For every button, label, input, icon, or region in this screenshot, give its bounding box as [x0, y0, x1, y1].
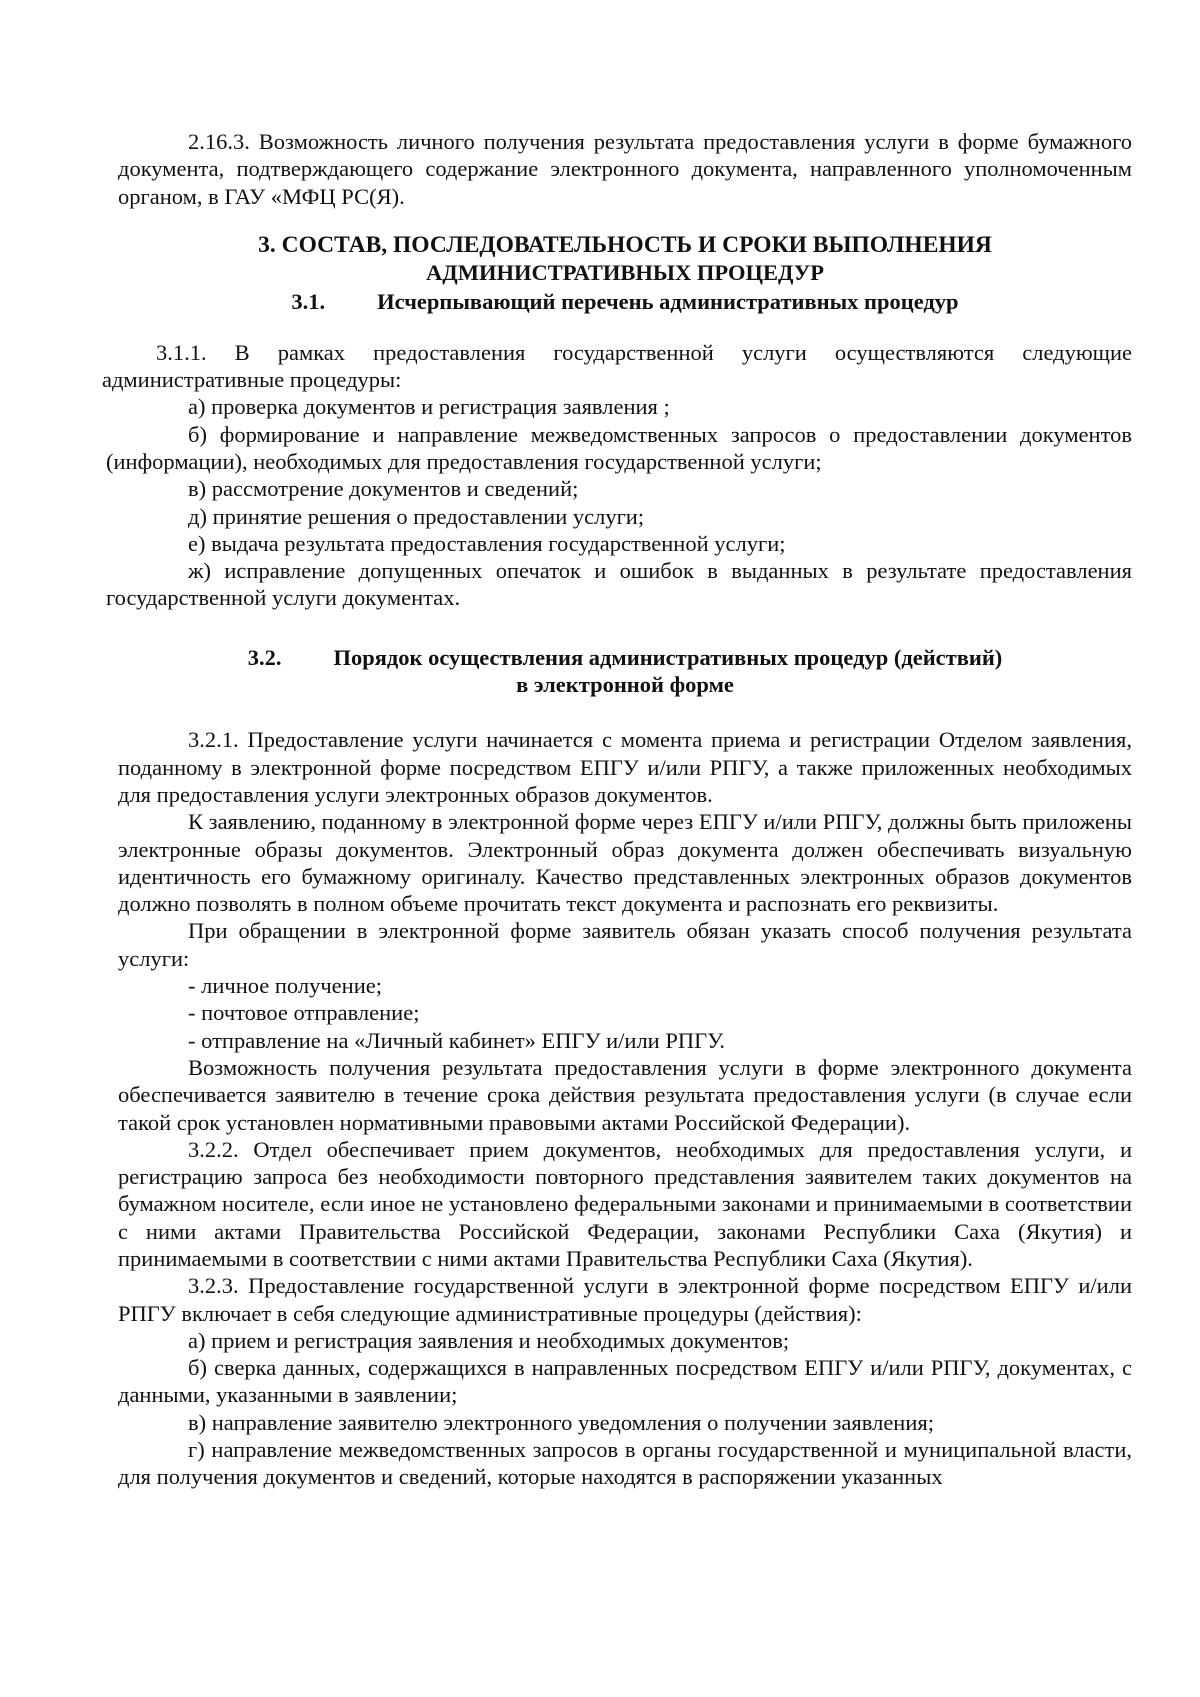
subsection-3-1-1 [102, 339, 1132, 394]
paragraph-3-2-2: 3.2.2. Отдел обеспечивает прием документов, необходимых для предоставления услуги, и регистрацию запроса без необходимости повторного представления заявителем таких документов на бумажном носителе, если иное не установлено федеральными законами и принимаемыми в соответствии с ними актами Правительства Российской Федерации, законами Республики Саха (Якутия) и принимаемыми в соответствии с ними актами Правительства Республики Саха (Якутия). [118, 1136, 1132, 1271]
section-3-title-line2: АДМИНИСТРАТИВНЫХ ПРОЦЕДУР [426, 260, 824, 286]
paragraph-2-16-3: 2.16.3. Возможность личного получения результата предоставления услуги в форме бумажного документа, подтверждающего содержание электронного документа, направленного уполномоченным органом, в ГАУ «МФЦ РС(Я). [118, 129, 1132, 209]
list-item: а) проверка документов и регистрация заявления ; [188, 394, 670, 420]
procedures-list [106, 393, 1132, 611]
section-3-2-title-line2: в электронной форме [516, 672, 734, 698]
paragraph-3-1-1-intro: 3.1.1. В рамках предоставления государственной услуги осуществляются следующие административные процедуры: [102, 339, 1132, 393]
paragraph-3-2-1: 3.2.1. Предоставление услуги начинается с момента приема и регистрации Отделом заявления, поданному в электронной форме посредством ЕПГУ и/или РПГУ, а также приложенных необходимых для предоставления услуги электронных образов документов. [118, 727, 1132, 807]
section-3-2-title-line1 [118, 644, 1132, 671]
list-item: г) направление межведомственных запросов в органы государственной и муниципальной власти, для получения документов и сведений, которые находятся в распоряжении указанных [118, 1437, 1132, 1490]
paragraph-attachments: К заявлению, поданному в электронной форме через ЕПГУ и/или РПГУ, должны быть приложены электронные образы документов. Электронный образ документа должен обеспечивать визуальную идентичность его бумажному оригиналу. Качество представленных электронных образов документов должно позволять в полном объеме прочитать текст документа и распознать его реквизиты. [118, 809, 1132, 917]
list-item: - личное получение; [188, 973, 382, 999]
list-item: а) прием и регистрация заявления и необходимых документов; [188, 1327, 790, 1353]
paragraph-electronic-result: Возможность получения результата предоставления услуги в форме электронного документа обеспечивается заявителю в течение срока действия результата предоставления услуги (в случае если такой срок установлен нормативными правовыми актами Российской Федерации). [118, 1054, 1132, 1135]
paragraph-3-2-3: 3.2.3. Предоставление государственной услуги в электронной форме посредством ЕПГУ и/или РПГУ включает в себя следующие административные процедуры (действия): [118, 1273, 1132, 1326]
section-3-heading [118, 232, 1132, 316]
paragraph-result-method: При обращении в электронной форме заявитель обязан указать способ получения результата услуги: [118, 918, 1132, 971]
section-3-2-body [118, 726, 1132, 1490]
subsection-3-1-number: 3.1. [291, 289, 326, 315]
subsection-3-1-heading [118, 288, 1132, 315]
list-item: б) сверка данных, содержащихся в направленных посредством ЕПГУ и/или РПГУ, документах, с данными, указанными в заявлении; [118, 1355, 1132, 1408]
section-3-2-number: 3.2. [247, 644, 282, 670]
list-item: ж) исправление допущенных опечаток и ошибок в выданных в результате предоставления государственной услуги документах. [106, 558, 1132, 611]
list-item: в) рассмотрение документов и сведений; [188, 476, 579, 502]
list-item: б) формирование и направление межведомственных запросов о предоставлении документов (информации), необходимых для предоставления государственной услуги; [106, 421, 1132, 474]
section-3-title-line1: 3. СОСТАВ, ПОСЛЕДОВАТЕЛЬНОСТЬ И СРОКИ ВЫПОЛНЕНИЯ [258, 231, 992, 258]
section-3-2-title: Порядок осуществления административных процедур (действий) [333, 644, 1003, 670]
list-item: д) принятие решения о предоставлении услуги; [188, 503, 645, 529]
list-item: - почтовое отправление; [188, 1000, 420, 1026]
section-3-2-heading [118, 644, 1132, 699]
list-item: е) выдача результата предоставления государственной услуги; [188, 530, 786, 556]
list-item: - отправление на «Личный кабинет» ЕПГУ и/или РПГУ. [188, 1027, 726, 1053]
list-item: в) направление заявителю электронного уведомления о получении заявления; [188, 1409, 934, 1435]
subsection-3-1-title: Исчерпывающий перечень административных процедур [377, 289, 959, 315]
